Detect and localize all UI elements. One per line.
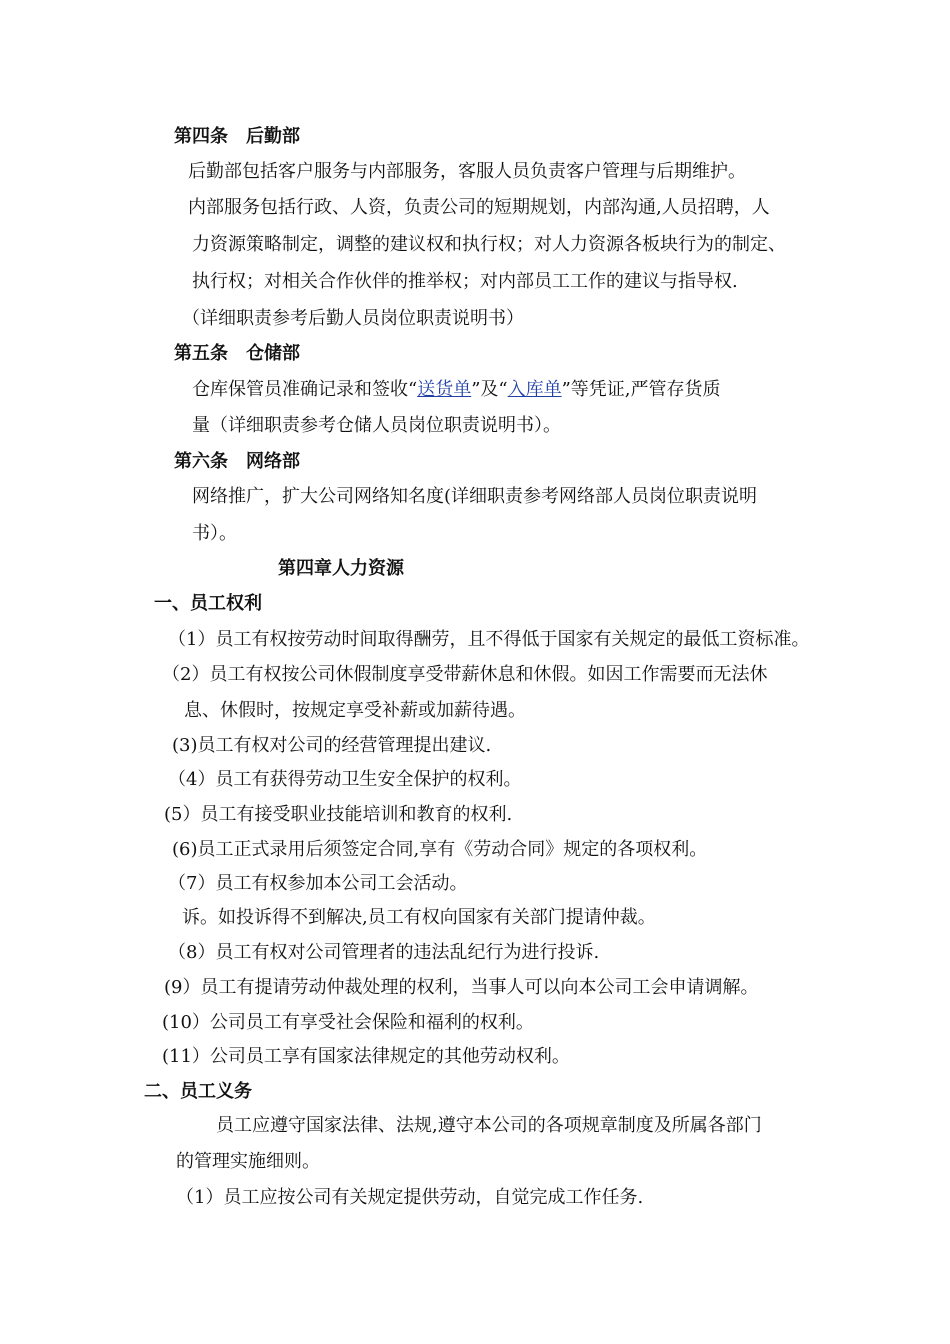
rights-heading: 一、员工权利 — [154, 593, 262, 614]
section6-line-1: 网络推广，扩大公司网络知名度(详细职责参考网络部人员岗位职责说明 — [192, 486, 758, 507]
section5-line-1-post: ”等凭证,严管存货质 — [561, 379, 721, 400]
rights-item-1: （1）员工有权按劳动时间取得酬劳，且不得低于国家有关规定的最低工资标准。 — [168, 629, 810, 650]
warehouse-receipt-link[interactable]: 入库单 — [507, 379, 562, 400]
section4-paragraph-2-line-4: （详细职责参考后勤人员岗位职责说明书） — [182, 308, 524, 329]
rights-item-6: (6)员工正式录用后须签定合同,享有《劳动合同》规定的各项权利。 — [172, 839, 708, 860]
section5-line-1-pre: 仓库保管员准确记录和签收“ — [192, 379, 418, 400]
rights-item-9: (9）员工有提请劳动仲裁处理的权利，当事人可以向本公司工会申请调解。 — [164, 977, 759, 998]
rights-item-7-extra: 诉。如投诉得不到解决,员工有权向国家有关部门提请仲裁。 — [182, 907, 656, 928]
section4-paragraph-1: 后勤部包括客户服务与内部服务，客服人员负责客户管理与后期维护。 — [188, 161, 746, 182]
section5-line-2: 量（详细职责参考仓储人员岗位职责说明书）。 — [192, 415, 561, 436]
rights-item-3: (3)员工有权对公司的经营管理提出建议. — [172, 735, 492, 756]
duties-heading: 二、员工义务 — [144, 1081, 252, 1102]
duties-paragraph-line-1: 员工应遵守国家法律、法规,遵守本公司的各项规章制度及所属各部门 — [216, 1115, 762, 1136]
section4-heading: 第四条 后勤部 — [174, 126, 300, 147]
duties-item-1: （1）员工应按公司有关规定提供劳动，自觉完成工作任务. — [176, 1187, 644, 1208]
delivery-note-link[interactable]: 送货单 — [417, 379, 472, 400]
rights-item-7: （7）员工有权参加本公司工会活动。 — [168, 873, 468, 894]
rights-item-2-line-2: 息、休假时，按规定享受补薪或加薪待遇。 — [184, 700, 526, 721]
rights-item-10: (10）公司员工有享受社会保险和福利的权利。 — [162, 1012, 534, 1033]
chapter4-title: 第四章人力资源 — [278, 558, 404, 579]
section6-heading: 第六条 网络部 — [174, 451, 300, 472]
section4-paragraph-2-line-2: 力资源策略制定，调整的建议权和执行权；对人力资源各板块行为的制定、 — [192, 234, 786, 255]
section6-line-2: 书）。 — [192, 523, 237, 544]
section5-heading: 第五条 仓储部 — [174, 343, 300, 364]
rights-item-2-line-1: （2）员工有权按公司休假制度享受带薪休息和休假。如因工作需要而无法休 — [162, 664, 768, 685]
section4-paragraph-2-line-3: 执行权；对相关合作伙伴的推举权；对内部员工工作的建议与指导权. — [192, 271, 738, 292]
section5-line-1 — [192, 378, 721, 402]
duties-paragraph-line-2: 的管理实施细则。 — [176, 1151, 320, 1172]
rights-item-5: (5）员工有接受职业技能培训和教育的权利. — [164, 804, 513, 825]
section4-paragraph-2-line-1: 内部服务包括行政、人资，负责公司的短期规划，内部沟通,人员招聘，人 — [188, 197, 770, 218]
rights-item-8: （8）员工有权对公司管理者的违法乱纪行为进行投诉. — [168, 942, 600, 963]
rights-item-4: （4）员工有获得劳动卫生安全保护的权利。 — [168, 769, 522, 790]
section5-line-1-mid: ”及“ — [471, 379, 508, 400]
rights-item-11: (11）公司员工享有国家法律规定的其他劳动权利。 — [162, 1046, 570, 1067]
